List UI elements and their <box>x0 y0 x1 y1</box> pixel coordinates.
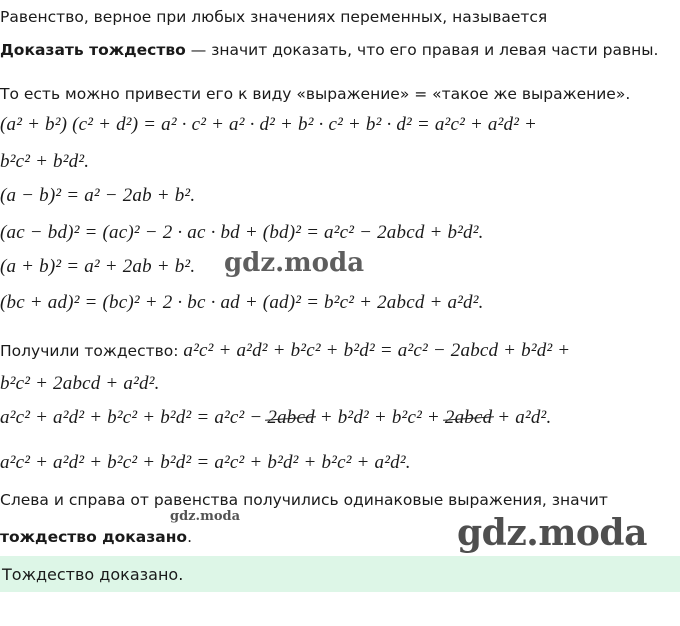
identity-eq-b: b²c² + 2abcd + a²d². <box>0 373 160 394</box>
prove-rest: — значит доказать, что его правая и левая части равны. <box>185 41 659 59</box>
intro-line-3: То есть можно привести его к виду «выражение» = «такое же выражение». <box>0 85 631 103</box>
result-text: Тождество доказано. <box>2 565 184 584</box>
conclusion-end: . <box>187 528 193 546</box>
equation-5: (bc + ad)² = (bc)² + 2 · bc · ad + (ad)² = b²c² + 2abcd + a²d². <box>0 292 484 313</box>
prove-bold: Доказать тождество <box>0 41 186 59</box>
conclusion-line-2 <box>0 528 192 546</box>
cancel-part-2: + b²d² + b²c² + <box>314 407 445 428</box>
intro-line-1: Равенство, верное при любых значениях переменных, называется <box>0 8 548 26</box>
intro-line-2 <box>0 41 658 59</box>
final-equation: a²c² + a²d² + b²c² + b²d² = a²c² + b²d² + b²c² + a²d². <box>0 452 411 473</box>
equation-2: (a − b)² = a² − 2ab + b². <box>0 185 196 206</box>
conclusion-line-1: Слева и справа от равенства получились одинаковые выражения, значит <box>0 491 608 509</box>
equation-3: (ac − bd)² = (ac)² − 2 · ac · bd + (bd)² = a²c² − 2abcd + b²d². <box>0 222 484 243</box>
watermark-middle: gdz.moda <box>224 248 365 278</box>
cancelled-term-2: 2abcd <box>444 407 493 428</box>
cancelled-term-1: 2abcd <box>267 407 315 428</box>
identity-label: Получили тождество: <box>0 342 179 360</box>
watermark-large: gdz.moda <box>457 512 647 554</box>
cancel-equation <box>0 407 551 429</box>
identity-eq-a: a²c² + a²d² + b²c² + b²d² = a²c² − 2abcd + b²d² + <box>178 340 571 361</box>
identity-line-a <box>0 340 570 362</box>
equation-1b: b²c² + b²d². <box>0 151 90 172</box>
cancel-part-1: a²c² + a²d² + b²c² + b²d² = a²c² − <box>0 407 268 428</box>
watermark-small: gdz.moda <box>170 509 241 524</box>
equation-4: (a + b)² = a² + 2ab + b². <box>0 256 196 277</box>
equation-1a: (a² + b²) (c² + d²) = a² · c² + a² · d² + b² · c² + b² · d² = a²c² + a²d² + <box>0 114 538 135</box>
cancel-part-3: + a²d². <box>492 407 552 428</box>
conclusion-bold: тождество доказано <box>0 528 188 546</box>
